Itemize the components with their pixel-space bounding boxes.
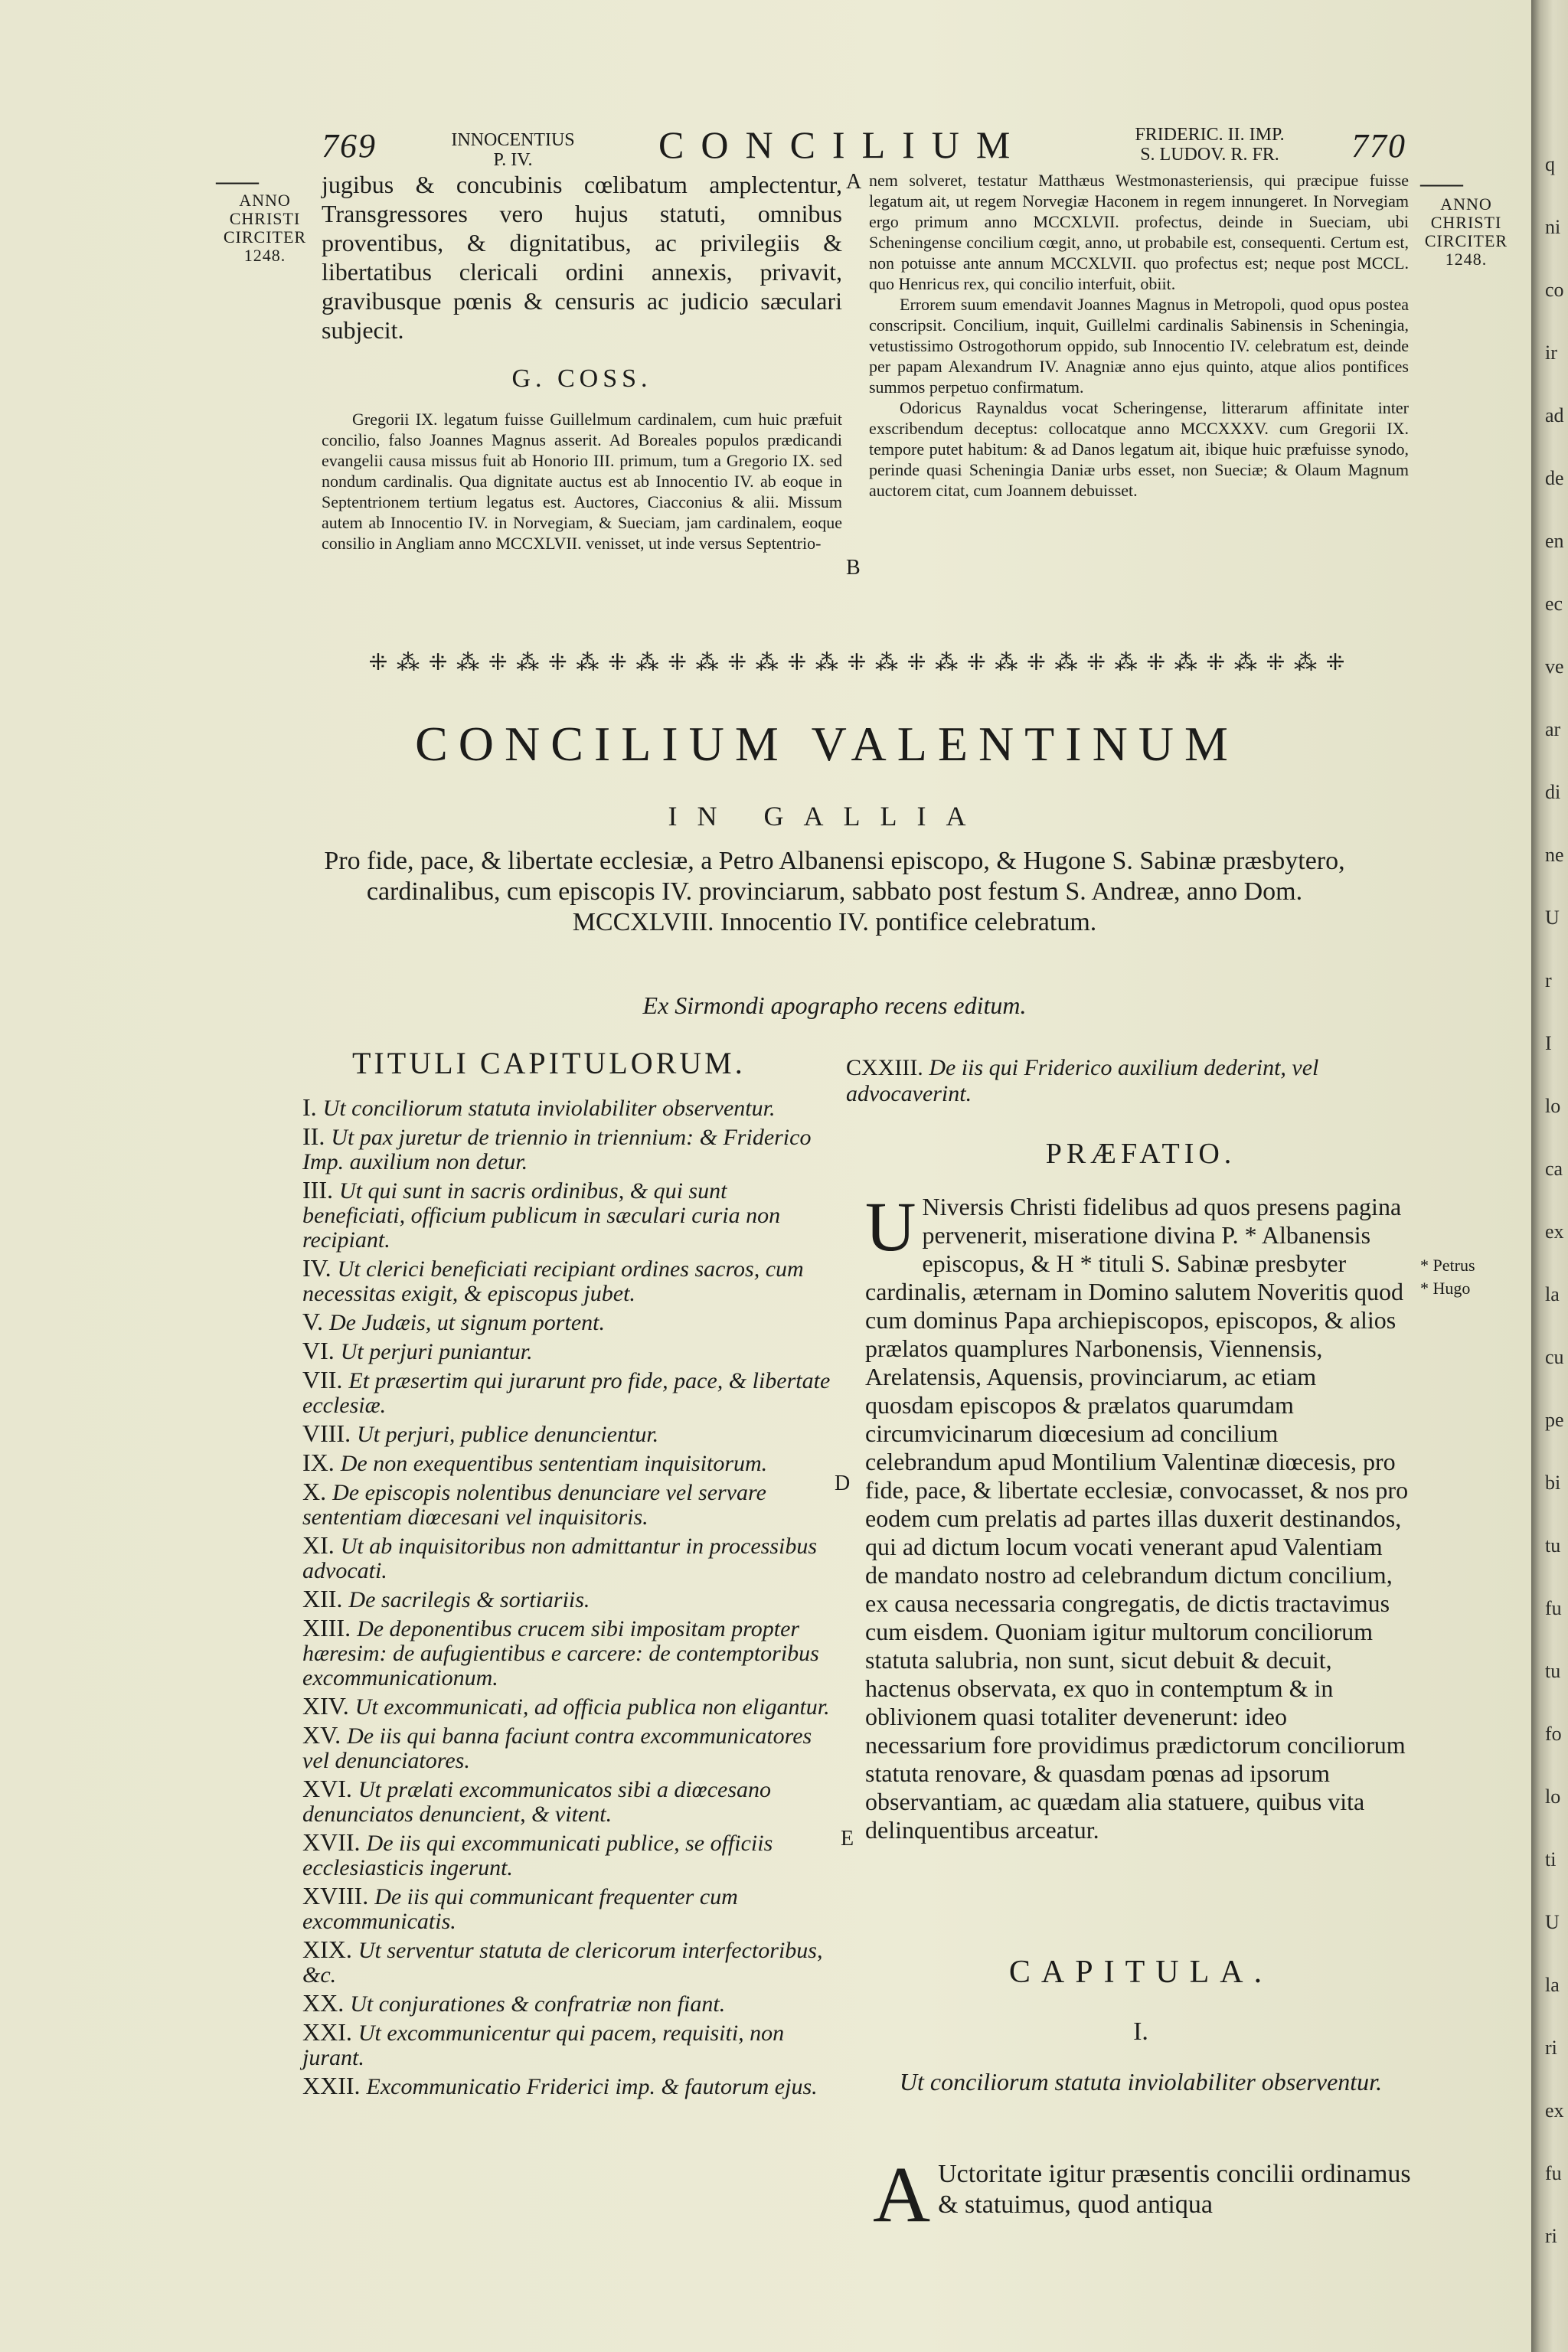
drop-cap: U	[865, 1187, 916, 1266]
chapter-title-text: Ut pax juretur de triennio in triennium: & Friderico Imp. auxilium non detur.	[302, 1125, 812, 1174]
chapter-title-text: Ut serventur statuta de clericorum interfectoribus, &c.	[302, 1938, 823, 1988]
chapter-title-text: Ut excommunicati, ad officia publica non eligantur.	[354, 1694, 830, 1720]
chapter-title-item	[302, 1615, 831, 1690]
chapter-title-text: De iis qui Friderico auxilium dederint, vel advocaverint.	[846, 1055, 1319, 1106]
margin-note-line: CIRCITER	[1424, 231, 1508, 250]
margin-name: Petrus	[1432, 1256, 1475, 1275]
adjacent-page-fragment: ir	[1545, 341, 1557, 364]
praefatio-text-block	[865, 1187, 1409, 1844]
council-subtitle: IN GALLIA	[668, 801, 986, 831]
chapter-title-item	[302, 1723, 831, 1773]
praefatio-heading: PRÆFATIO.	[1045, 1138, 1236, 1170]
section-letter-d: D	[835, 1472, 851, 1495]
chapter-number: XVI.	[302, 1775, 358, 1802]
capitula-heading: CAPITULA.	[1008, 1955, 1273, 1990]
chapter-title-text: De episcopis nolentibus denunciare vel servare sententiam diœcesani vel inquisitoris.	[302, 1480, 766, 1530]
margin-rule-right: ——	[1420, 172, 1463, 196]
section-letter-a: A	[846, 170, 862, 194]
chapter-title-text: De non exequentibus sententiam inquisitorum.	[340, 1451, 768, 1476]
margin-note-line: CIRCITER	[223, 227, 307, 247]
adjacent-page-fragment: ti	[1545, 1848, 1557, 1870]
chapter-title-text: Ut excommunicentur qui pacem, requisiti, non jurant.	[302, 2020, 785, 2070]
capitulum-text: Uctoritate igitur præsentis concilii ordinamus & statuimus, quod antiqua	[938, 2160, 1411, 2219]
adjacent-page-fragment: la	[1545, 1974, 1560, 1996]
section-letter-b: B	[846, 556, 861, 580]
margin-note-line: CHRISTI	[229, 209, 301, 228]
chapter-number: V.	[302, 1308, 329, 1335]
running-head-left	[436, 130, 590, 170]
adjacent-page-fragment: ca	[1545, 1158, 1563, 1180]
capitulum-number: I.	[1133, 2017, 1148, 2046]
chapter-title-item	[302, 1421, 831, 1447]
adjacent-page-edge	[1531, 0, 1568, 2352]
chapter-number: XII.	[302, 1585, 349, 1612]
asterisk-mark: *	[1420, 1279, 1429, 1298]
chapter-title-xxiii	[846, 1055, 1413, 1107]
margin-note-line: ANNO	[239, 191, 291, 210]
adjacent-page-fragment: lo	[1545, 1095, 1561, 1117]
tituli-heading: TITULI CAPITULORUM.	[352, 1046, 746, 1080]
adjacent-page-fragment: bi	[1545, 1472, 1561, 1494]
page-number-left: 769	[322, 127, 377, 165]
adjacent-page-fragment: q	[1545, 153, 1555, 175]
chapter-title-item	[302, 1095, 831, 1121]
chapter-title-text: De iis qui excommunicati publice, se officiis ecclesiasticis ingerunt.	[302, 1831, 773, 1880]
chapter-title-item	[302, 1178, 831, 1253]
council-title: CONCILIUM VALENTINUM	[415, 717, 1239, 771]
margin-name-hugo	[1420, 1279, 1470, 1298]
capitulum-title: Ut conciliorum statuta inviolabiliter observentur.	[899, 2068, 1383, 2096]
adjacent-page-fragment: ad	[1545, 404, 1564, 426]
continued-text: jugibus & concubinis cœlibatum amplectentur, Transgressores vero hujus statuti, omnibus proventibus, & dignitatibus, ac privilegiis & libertatibus clericali ordini annexis, privavit, gravibusque pœnis & censuris ac judicio sæculari subjecit.	[322, 171, 842, 344]
chapter-title-text: Ut perjuri puniantur.	[340, 1339, 533, 1364]
praefatio-text: Niversis Christi fidelibus ad quos presens pagina pervenerit, miseratione divina P. * Albanensis episcopus, & H * tituli S. Sabinæ presbyter cardinalis, æternam in Domino salutem Noveritis quod cum dominus Papa archiepiscopos, episcopos, & alios prælatos quamplures Narbonensis, Viennensis, Arelatensis, Aquensis, provinciarum, ac etiam quosdam episcopos & prælatos quarumdam circumvicinarum diœcesium ad concilium celebrandum apud Montilium Valentinæ diœcesis, pro fide, pace, & libertate ecclesiæ, convocasset, & nos pro eodem cum prelatis ad partes illas duxerit destinandos, qui ad dictum locum vocati venerant apud Valentiam de mandato nostro ad celebrandum dictum concilium, ex causa necessaria congregatis, de dictis tractavimus cum eisdem. Quoniam igitur multorum conciliorum statuta salubria, non sunt, sicut debuit & decuit, hactenus observata, ex quo in contemptum & in oblivionem quasi totaliter devenerunt: ideo necessarium fore providimus prædictorum conciliorum statuta renovare, & quasdam pœnas ad ipsorum observantiam, ac quædam alia statuere, quibus vita delinquentibus arceatur.	[865, 1193, 1409, 1844]
adjacent-page-fragment: tu	[1545, 1660, 1561, 1682]
margin-name-petrus	[1420, 1256, 1475, 1276]
chapter-title-text: Ut conciliorum statuta inviolabiliter observentur.	[322, 1096, 776, 1121]
chapter-number: II.	[302, 1122, 332, 1150]
chapter-number: XIX.	[302, 1936, 358, 1963]
adjacent-page-fragment: ar	[1545, 718, 1561, 740]
running-head-emperor: FRIDERIC. II. IMP.	[1135, 125, 1285, 145]
adjacent-page-fragment: la	[1545, 1283, 1560, 1305]
chapter-title-text: De iis qui communicant frequenter cum excommunicatis.	[302, 1884, 738, 1934]
coss-note: Gregorii IX. legatum fuisse Guillelmum cardinalem, cum huic præfuit concilio, falso Joannes Magnus asserit. Ad Boreales populos prædicandi evangelii causa missus fuit ab Honorio III. primum, tum a Gregorio IX. sed nondum cardinalis. Qua dignitate auctus est ab Innocentio IV. ab eoque in Septentrionem tertium legatus est. Auctores, Ciacconius & alii. Missum autem ab Innocentio IV. in Norvegiam, & Sueciam, jam cardinalem, eoque consilio in Angliam anno MCCXLVII. venisset, ut inde versus Septentrio-	[322, 410, 842, 553]
section-letter-e: E	[841, 1827, 854, 1851]
adjacent-page-fragment: fu	[1545, 2162, 1562, 2184]
adjacent-page-fragment: de	[1545, 467, 1564, 489]
adjacent-page-fragment: di	[1545, 781, 1561, 803]
adjacent-page-fragment: U	[1545, 1911, 1560, 1933]
coss-heading: G. COSS.	[511, 364, 652, 393]
chapter-number: XIV.	[302, 1692, 355, 1720]
chapter-title-item	[302, 1830, 831, 1880]
page-number-right: 770	[1351, 127, 1406, 165]
chapter-number: XIII.	[302, 1614, 358, 1642]
source-note: Ex Sirmondi apographo recens editum.	[642, 991, 1027, 1019]
drop-cap: A	[873, 2151, 931, 2239]
running-head-king: S. LUDOV. R. FR.	[1140, 145, 1279, 165]
adjacent-page-fragment: ri	[1545, 2225, 1557, 2247]
adjacent-page-fragment: co	[1545, 279, 1564, 301]
margin-rule-left: ——	[216, 170, 259, 194]
adjacent-page-fragment: I	[1545, 1032, 1552, 1054]
top-right-column	[869, 170, 1409, 501]
chapter-number: XX.	[302, 1989, 351, 2017]
chapter-title-text: De deponentibus crucem sibi impositam propter hæresim: de aufugientibus e carcere: de contemptoribus excommunicationum.	[302, 1616, 819, 1690]
adjacent-page-fragment: ex	[1545, 2099, 1564, 2122]
chapter-title-item	[302, 1124, 831, 1174]
chapter-number: XV.	[302, 1721, 348, 1749]
chapter-title-text: Ut ab inquisitoribus non admittantur in processibus advocati.	[302, 1534, 818, 1583]
chapter-number: I.	[302, 1093, 323, 1121]
chapter-title-item	[302, 1309, 831, 1335]
note-paragraph-1: nem solveret, testatur Matthæus Westmonasteriensis, qui præcipue fuisse legatum ait, ut regem Norvegiæ Haconem in regem innungeret. In Norvegiam ergo primum anno MCCXLVII. profectus, deinde in Sueciam, ubi Scheningense concilium cœgit, anno, ut probabile est, consequenti. Certum est, non potuisse ante annum MCCXLVII. quo profectus est; neque post MCCL. quo Henricus rex, qui concilio interfuit, obiit.	[869, 171, 1409, 293]
chapter-title-item	[302, 1694, 831, 1720]
chapter-number: XVII.	[302, 1828, 367, 1856]
running-head-title: CONCILIUM	[658, 123, 1027, 166]
adjacent-page-fragment: cu	[1545, 1346, 1564, 1368]
adjacent-page-fragment: lo	[1545, 1785, 1561, 1808]
chapter-title-text: Ut perjuri, publice denuncientur.	[357, 1422, 659, 1447]
adjacent-page-fragment: fu	[1545, 1597, 1562, 1619]
chapter-title-item	[302, 1937, 831, 1988]
adjacent-page-fragment: ni	[1545, 216, 1561, 238]
adjacent-page-fragment: ec	[1545, 593, 1563, 615]
chapter-title-item	[302, 1991, 831, 2017]
adjacent-page-fragment: U	[1545, 906, 1560, 929]
chapter-title-item	[302, 2073, 831, 2099]
adjacent-page-fragment: ri	[1545, 2037, 1557, 2059]
chapter-title-text: Excommunicatio Friderici imp. & fautorum ejus.	[366, 2074, 818, 2099]
adjacent-page-fragment: ex	[1545, 1220, 1564, 1243]
chapter-title-item	[302, 1883, 831, 1934]
chapter-number: XXII.	[302, 2072, 367, 2099]
chapter-number: VII.	[302, 1366, 349, 1393]
chapter-number: VIII.	[302, 1419, 358, 1447]
chapter-number: XVIII.	[302, 1882, 375, 1909]
chapter-title-item	[302, 1338, 831, 1364]
chapter-title-item	[302, 1586, 831, 1612]
chapter-number: IV.	[302, 1254, 338, 1282]
margin-note-right	[1420, 195, 1512, 269]
chapter-title-item	[302, 2020, 831, 2070]
top-left-column	[322, 170, 842, 554]
chapter-number: IX.	[302, 1449, 341, 1476]
chapter-title-text: De sacrilegis & sortiariis.	[348, 1587, 590, 1612]
chapter-title-item	[302, 1776, 831, 1827]
note-paragraph-2: Errorem suum emendavit Joannes Magnus in Metropoli, quod opus postea conscripsit. Concilium, inquit, Guillelmi cardinalis Sabinensis in Scheningia, vetustissimo Ostrogothorum oppido, sub Innocentio IV. celebratum est, deinde per papam Alexandrum IV. Anagniæ anno ejus quinto, atque alios pontifices summos perpetuo confirmatum.	[869, 295, 1409, 397]
chapter-number: CXXIII.	[846, 1055, 923, 1080]
chapter-title-text: De iis qui banna faciunt contra excommunicatores vel denunciatores.	[302, 1723, 812, 1773]
chapter-number: XI.	[302, 1531, 341, 1559]
chapter-title-text: Ut clerici beneficiati recipiant ordines sacros, cum necessitas exigit, & episcopus jubet.	[302, 1256, 804, 1306]
adjacent-page-fragment: pe	[1545, 1409, 1564, 1431]
adjacent-page-fragment: fo	[1545, 1723, 1562, 1745]
chapter-number: VI.	[302, 1337, 341, 1364]
chapter-title-text: Ut conjurationes & confratriæ non fiant.	[350, 1991, 726, 2017]
adjacent-page-fragment: ve	[1545, 655, 1564, 678]
chapter-title-list	[302, 1095, 831, 2102]
adjacent-page-fragment: ne	[1545, 844, 1564, 866]
chapter-title-item	[302, 1256, 831, 1306]
running-head-pope-num: P. IV.	[493, 150, 533, 170]
chapter-title-text: Ut prælati excommunicatos sibi a diœcesano denunciatos denuncient, & vitent.	[302, 1777, 771, 1827]
capitulum-text-block	[873, 2151, 1416, 2239]
ornament-band: ⁜ ⁂ ⁜ ⁂ ⁜ ⁂ ⁜ ⁂ ⁜ ⁂ ⁜ ⁂ ⁜ ⁂ ⁜ ⁂ ⁜ ⁂ ⁜ ⁂ ⁜ ⁂ ⁜ ⁂ ⁜ ⁂ ⁜ ⁂ ⁜ ⁂ ⁜ ⁂ ⁜	[368, 650, 1347, 675]
asterisk-mark: *	[1420, 1256, 1429, 1275]
chapter-title-text: De Judæis, ut signum portent.	[328, 1310, 605, 1335]
margin-name: Hugo	[1432, 1279, 1471, 1298]
margin-note-line: 1248.	[1445, 250, 1488, 269]
chapter-title-item	[302, 1533, 831, 1583]
margin-note-left	[211, 191, 318, 265]
margin-note-line: 1248.	[243, 246, 286, 265]
chapter-title-text: Et præsertim qui jurarunt pro fide, pace, & libertate ecclesiæ.	[302, 1368, 831, 1418]
chapter-title-text: Ut qui sunt in sacris ordinibus, & qui sunt beneficiati, officium publicum in sæculari curia non recipiant.	[302, 1178, 781, 1253]
margin-note-line: CHRISTI	[1430, 213, 1502, 232]
running-head-right	[1087, 125, 1332, 165]
adjacent-page-fragment: tu	[1545, 1534, 1561, 1557]
adjacent-page-fragment: en	[1545, 530, 1564, 552]
chapter-title-item	[302, 1367, 831, 1418]
chapter-number: III.	[302, 1176, 339, 1204]
note-paragraph-3: Odoricus Raynaldus vocat Scheringense, litterarum affinitate inter exscribendum deceptus: collocatque anno MCCXXXV. cum Gregorii IX. tempore putet habitum: & ad Danos legatum ait, ibique huic præfuisse synodo, perinde quasi Scheningia Daniæ urbs esset, non Sueciæ; & Olaum Magnum auctorem citat, cum Joannem debuisset.	[869, 398, 1409, 500]
council-description: Pro fide, pace, & libertate ecclesiæ, a Petro Albanensi episcopo, & Hugone S. Sabinæ præsbytero, cardinalibus, cum episcopis IV. provinciarum, sabbato post festum S. Andreæ, anno Dom. MCCXLVIII. Innocentio IV. pontifice celebratum.	[324, 847, 1345, 936]
running-head-pope: INNOCENTIUS	[451, 130, 575, 150]
margin-note-line: ANNO	[1440, 194, 1492, 214]
chapter-number: XXI.	[302, 2018, 358, 2046]
adjacent-page-fragment: r	[1545, 969, 1552, 991]
chapter-title-item	[302, 1479, 831, 1530]
chapter-number: X.	[302, 1478, 333, 1505]
chapter-title-item	[302, 1450, 831, 1476]
